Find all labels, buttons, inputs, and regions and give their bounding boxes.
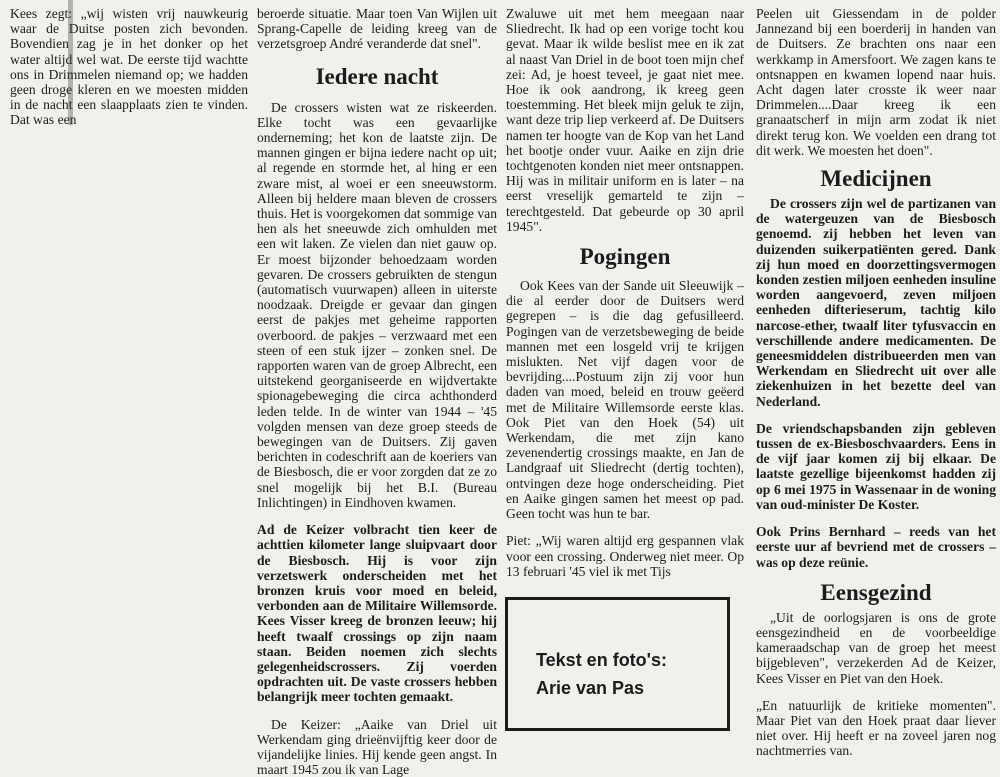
paragraph: Zwaluwe uit met hem meegaan naar Sliedrecht. Ik had op een vorige tocht kou gevat. Maar ik wilde beslist mee en ik zat al naast Van Driel in de boot toen mijn chef zei: Ad, je hoest teveel, je gaat niet mee. Hoe ik ook aandrong, ik kreeg geen toestemming. Het bleek mijn geluk te zijn, want deze trip liep verkeerd af. De Duitsers namen ter hoogte van de Kop van het Land het bootje onder vuur. Aaike en zijn drie tochtgenoten konden niet meer ontsnappen. Hij was in militair uniform en is later – na eerst vreselijk gemarteld te zijn – terechtgesteld. Dat gebeurde op 30 april 1945". bbox=[506, 6, 744, 234]
column-1 bbox=[10, 6, 248, 128]
paragraph: beroerde situatie. Maar toen Van Wijlen uit Sprang-Capelle de leiding kreeg van de verzetsgroep André veranderde dat snel". bbox=[257, 6, 497, 52]
paragraph: Ook Kees van der Sande uit Sleeuwijk – die al eerder door de Duitsers werd gegrepen – is die dag gefusilleerd. Pogingen van de verzetsbeweging de beide mannen met een losgeld vrij te krijgen mislukten. Net vijf dagen voor de bevrijding....Postuum zijn zij voor hun daden van moed, beleid en trouw geëerd met de Militaire Willemsorde eerste klas. Ook Piet van den Hoek (54) uit Werkendam, die met zijn kano zevenendertig crossings maakte, en Jan de Landgraaf uit Sliedrecht (dertig tochten), ontvingen deze hoge onderscheiding. Piet en Aaike gingen samen het meest op pad. Geen tocht was hun te bar. bbox=[506, 278, 744, 522]
paragraph: De crossers wisten wat ze riskeerden. Elke tocht was een gevaarlijke onderneming; het kon de laatste zijn. De mannen gingen er bijna iedere nacht op uit; al regende en stormde het, al hing er een zware mist, al woei er een sneeuwstorm. Alleen bij heldere maan bleven de crossers thuis. Het is voorgekomen dat sommige van hen als het sneeuwde zich omhulden met een wit laken. Ze vielen dan niet gauw op. Er moest bijzonder behoedzaam worden gevaren. De crossers gebruikten de stengun (automatisch vuurwapen) alleen in uiterste noodzaak. Dreigde er gevaar dan gingen eerst de pakjes met geheime rapporten overboord. de pakjes – verzwaard met een steen of een stuk ijzer – zonken snel. De rapporten waren van de groep Albrecht, een uitstekend georganiseerde en wijdvertakte spionagebeweging die circa achthonderd leden telde. In de winter van 1944 – '45 volgden mensen van deze groep steeds de bewegingen van de Duitsers. Zij gaven berichten in codeschrift aan de koeriers van de Biesbosch, die er voor zorgden dat ze zo snel mogelijk bij het B.I. (Bureau Inlichtingen) in Eindhoven kwamen. bbox=[257, 99, 497, 510]
paragraph: Piet: „Wij waren altijd erg gespannen vlak voor een crossing. Onderweg niet meer. Op 13 februari '45 viel ik met Tijs bbox=[506, 533, 744, 579]
credit-line: Arie van Pas bbox=[536, 678, 645, 698]
paragraph-bold: Ook Prins Bernhard – reeds van het eerste uur af bevriend met de crossers – was op deze reünie. bbox=[756, 524, 996, 570]
paragraph: De Keizer: „Aaike van Driel uit Werkendam ging drieënvijftig keer door de vijandelijke linies. Hij kende geen angst. In maart 1945 zou ik van Lage bbox=[257, 716, 497, 777]
paragraph: Peelen uit Giessendam in de polder Jannezand bij een boerderij in handen van de Duitsers. Ze brachten ons naar een werkkamp in Amersfoort. We zagen kans te ontsnappen en kwamen lopend naar huis. Acht dagen later crosste ik weer naar Drimmelen....Daar kreeg ik een granaatscherf in mijn arm zodat ik niet direkt terug kon. We voelden een drang tot dit werk. We moesten het doen". bbox=[756, 6, 996, 158]
paragraph: „Uit de oorlogsjaren is ons de grote eensgezindheid en de voorbeeldige kameraadschap van de groep het meest bijgebleven", verzekerden Ad de Keizer, Kees Visser en Piet van den Hoek. bbox=[756, 609, 996, 686]
section-heading: Eensgezind bbox=[820, 579, 932, 605]
column-4 bbox=[756, 6, 996, 759]
credit-box bbox=[505, 597, 730, 731]
section-heading: Medicijnen bbox=[820, 166, 932, 192]
paragraph-bold: De crossers zijn wel de partizanen van de watergeuzen van de Biesbosch genoemd. zij hebben het leven van duizenden suikerpatiënten gered. Dank zij hun moed en doorzettingsvermogen konden zestien miljoen eenheden insuline worden aangevoerd, zeven miljoen eenheden difterieserum, tachtig kilo narcose-ether, twaalf liter tyfusvaccin en verschillende andere medicamenten. De geneesmiddelen distribueerden men van Werkendam en Sliedrecht uit over alle ziekenhuizen in het bezette deel van Nederland. bbox=[756, 196, 996, 409]
paragraph-bold: Ad de Keizer volbracht tien keer de achttien kilometer lange sluipvaart door de Biesbosch. Hij is voor zijn verzetswerk onderscheiden met het bronzen kruis voor moed en beleid, verbonden aan de Militaire Willemsorde. Kees Visser kreeg de bronzen leeuw; hij heeft twaalf crossings op zijn naam staan. Beiden noemen zich slechts gelegenheidscrossers. Zij voerden opdrachten uit. De vaste crossers hebben belangrijk meer tochten gemaakt. bbox=[257, 522, 497, 705]
paragraph: Kees zegt: „wij wisten vrij nauwkeurig waar de Duitse posten zich bevonden. Bovendien zag je in het donker op het water altijd wel wat. De eerste tijd wachtte ons in Drimmelen niemand op; we hadden geen droge kleren en we moesten midden in de nacht een slaapplaats zien te vinden. Dat was een bbox=[10, 6, 248, 128]
section-heading: Iedere nacht bbox=[315, 63, 439, 89]
section-heading: Pogingen bbox=[579, 244, 671, 270]
credit-line: Tekst en foto's: bbox=[536, 650, 667, 670]
paragraph: „En natuurlijk de kritieke momenten". Maar Piet van den Hoek praat daar liever niet over. Hij heeft er na zoveel jaren nog nachtmerries van. bbox=[756, 697, 996, 759]
fold-mark bbox=[68, 0, 73, 125]
column-3 bbox=[506, 6, 744, 579]
paragraph-bold: De vriendschapsbanden zijn gebleven tussen de ex-Biesboschvaarders. Eens in de vijf jaar komen zij bij elkaar. De laatste gezellige bijeenkomst hadden zij op 6 mei 1975 in Wassenaar in de woning van oud-minister De Koster. bbox=[756, 420, 996, 512]
column-2 bbox=[257, 6, 497, 777]
